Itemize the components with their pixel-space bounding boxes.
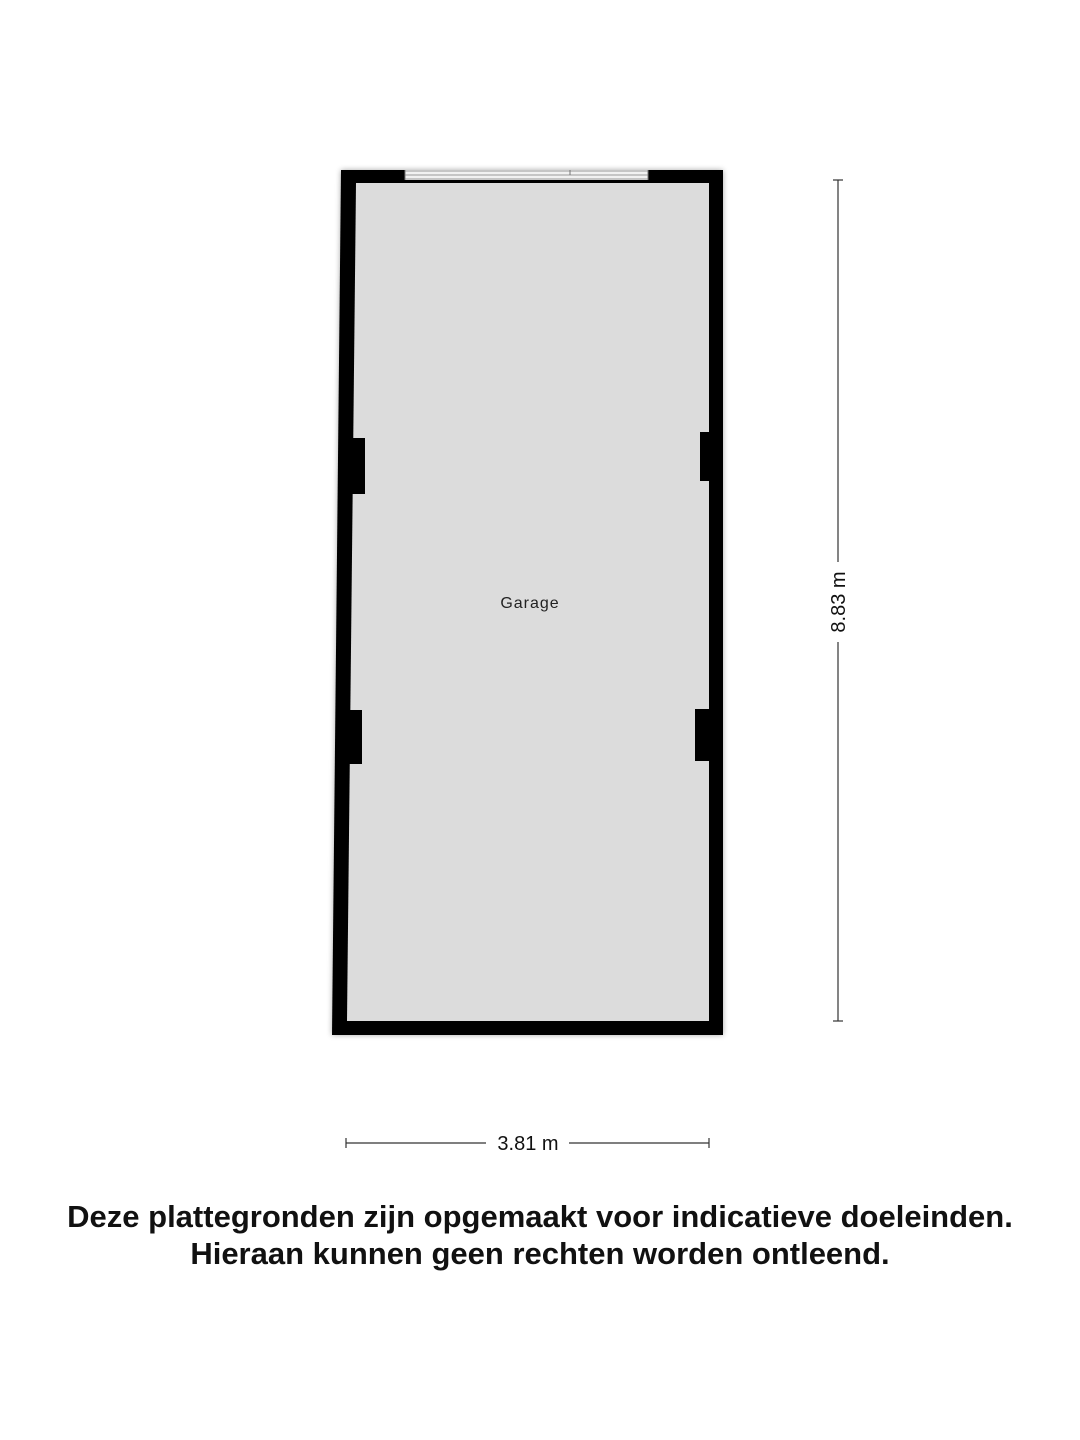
disclaimer-line-2: Hieraan kunnen geen rechten worden ontleend. (190, 1236, 890, 1271)
right-pilaster-lower (695, 709, 710, 761)
disclaimer (0, 1198, 1080, 1272)
room-label-garage: Garage (500, 595, 560, 612)
disclaimer-line-1: Deze plattegronden zijn opgemaakt voor indicatieve doeleinden. (67, 1199, 1013, 1234)
left-pilaster-lower (346, 710, 362, 764)
width-dimension (346, 1133, 709, 1155)
right-pilaster-upper (700, 432, 710, 481)
top-window (405, 170, 648, 180)
depth-dimension (828, 180, 850, 1021)
left-pilaster-upper (349, 438, 365, 494)
depth-label: 8.83 m (828, 571, 850, 633)
width-label: 3.81 m (497, 1133, 559, 1155)
